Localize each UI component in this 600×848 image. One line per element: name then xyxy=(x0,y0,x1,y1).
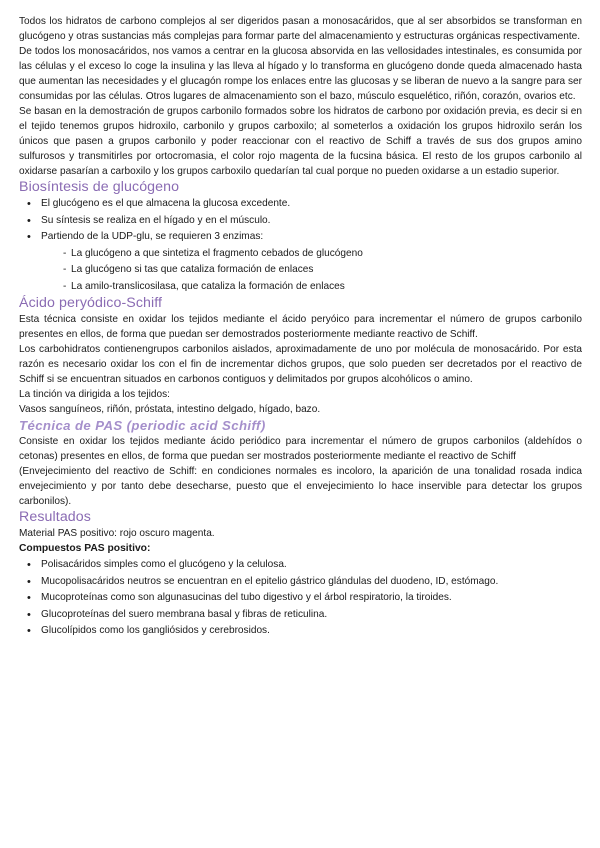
list-item: • Glucoproteínas del suero membrana basal y fibras de reticulina. xyxy=(41,607,582,624)
sub-list-item-text: La glucógeno si tas que cataliza formación de enlaces xyxy=(71,264,314,275)
intro-paragraph-2: De todos los monosacáridos, nos vamos a centrar en la glucosa absorvida en las vellosidades intestinales, es consumida por las células y el exceso lo coge la insulina y las lleva al hígado y lo transforma en glucógeno donde queda almacenado hasta que aumentan las necesidades y el glucagón rompe los enlaces entre las glucosas y se liberan de nuevo a la sangre para ser consumidas por las células. Otros lugares de almacenamiento son el bazo, músculo esquelético, riñón, corazón, ovarios etc. xyxy=(19,46,582,102)
list-item: • El glucógeno es el que almacena la glucosa excedente. xyxy=(41,196,582,213)
resultados-heading: Resultados xyxy=(19,509,91,525)
list-item: • Glucolípidos como los gangliósidos y cerebrosidos. xyxy=(41,623,582,640)
sub-list-item xyxy=(63,246,582,263)
dash-marker: - xyxy=(63,280,67,292)
acido-paragraph-4: Vasos sanguíneos, riñón, próstata, intestino delgado, hígado, bazo. xyxy=(19,404,321,415)
sub-list-item xyxy=(63,262,582,279)
resultados-material: Material PAS positivo: rojo oscuro magenta. xyxy=(19,528,215,539)
sub-list-item xyxy=(63,279,582,296)
biosintesis-list xyxy=(19,196,582,295)
list-item: • Mucoproteínas como son algunasucinas del tubo digestivo y el árbol respiratorio, la tiroides. xyxy=(41,590,582,607)
intro-paragraph-1: Todos los hidratos de carbono complejos al ser digeridos pasan a monosacáridos, que al ser absorbidos se transforman en glucógeno y otras sustancias más complejas para formar parte del almacenamiento y estructuras orgánicas respectivamente. xyxy=(19,16,582,42)
biosintesis-heading: Biosíntesis de glucógeno xyxy=(19,179,180,195)
list-item: • Polisacáridos simples como el glucógeno y la celulosa. xyxy=(41,557,582,574)
acido-paragraph-3: La tinción va dirigida a los tejidos: xyxy=(19,389,170,400)
list-item xyxy=(41,229,582,295)
enzymes-sublist xyxy=(41,246,582,296)
pas-heading: Técnica de PAS (periodic acid Schiff) xyxy=(19,418,266,433)
sub-list-item-text: La glucógeno a que sintetiza el fragmento cebados de glucógeno xyxy=(71,247,363,259)
list-item-text: Partiendo de la UDP-glu, se requieren 3 enzimas: xyxy=(41,231,264,242)
dash-marker: - xyxy=(63,264,67,275)
acido-heading: Ácido peryódico-Schiff xyxy=(19,295,163,311)
resultados-list xyxy=(19,557,582,640)
pas-paragraph-1: Consiste en oxidar los tejidos mediante ácido periódico para incrementar el número de grupos carbonilos (aldehídos o cetonas) presentes en ellos, de forma que puedan ser mostrados posteriormente mediante el reactivo de Schiff xyxy=(19,436,582,462)
intro-paragraph-3: Se basan en la demostración de grupos carbonilo formados sobre los hidratos de carbono por oxidación previa, es decir si en el tejido tenemos grupos hidroxilo, carbonilo y grupos carboxilo; al someterlos a oxidación los grupos hidroxilo serán los únicos que pasen a grupos carbonilo y poder reaccionar con el reactivo de Schiff a través de sus dos grupos amino sulfurosos y transmitirles por ortocromasia, el color rojo magenta de la fucsina básica. El resto de los grupos carbonilo al oxidarse pasarían a carboxilo y los grupos carboxilo quedarían tal cual porque no pueden oxidarse a un estadio superior. xyxy=(19,106,582,177)
list-item: • Su síntesis se realiza en el hígado y en el músculo. xyxy=(41,213,582,230)
dash-marker: - xyxy=(63,247,67,259)
list-item: • Mucopolisacáridos neutros se encuentran en el epitelio gástrico glándulas del duodeno, ID, estómago. xyxy=(41,574,582,591)
acido-paragraph-1: Esta técnica consiste en oxidar los tejidos mediante el ácido peryóico para incrementar el número de grupos carbonilo presentes en ellos, de forma que puedan ser demostrados posteriormente mediante reactivo de Schiff. xyxy=(19,314,582,340)
acido-paragraph-2: Los carbohidratos contienengrupos carbonilos aislados, aproximadamente de uno por molécula de monosacárido. Por esta razón es necesario oxidar los con el fin de incrementar dichos grupos, que solo pueden ser decretados por el reactivo de Schiff si se encuentran situados en carbonos contiguos y delimitados por grupos alcohólicos o amino. xyxy=(19,344,582,385)
pas-paragraph-2: (Envejecimiento del reactivo de Schiff: en condiciones normales es incoloro, la aparición de una tonalidad rosada indica envejecimiento y por tanto debe desecharse, puesto que el envejecimiento lo hace inservible para detectar los grupos carbonilos). xyxy=(19,466,582,507)
sub-list-item-text: La amilo-translicosilasa, que cataliza la formación de enlaces xyxy=(71,280,345,292)
compuestos-label: Compuestos PAS positivo: xyxy=(19,543,151,554)
